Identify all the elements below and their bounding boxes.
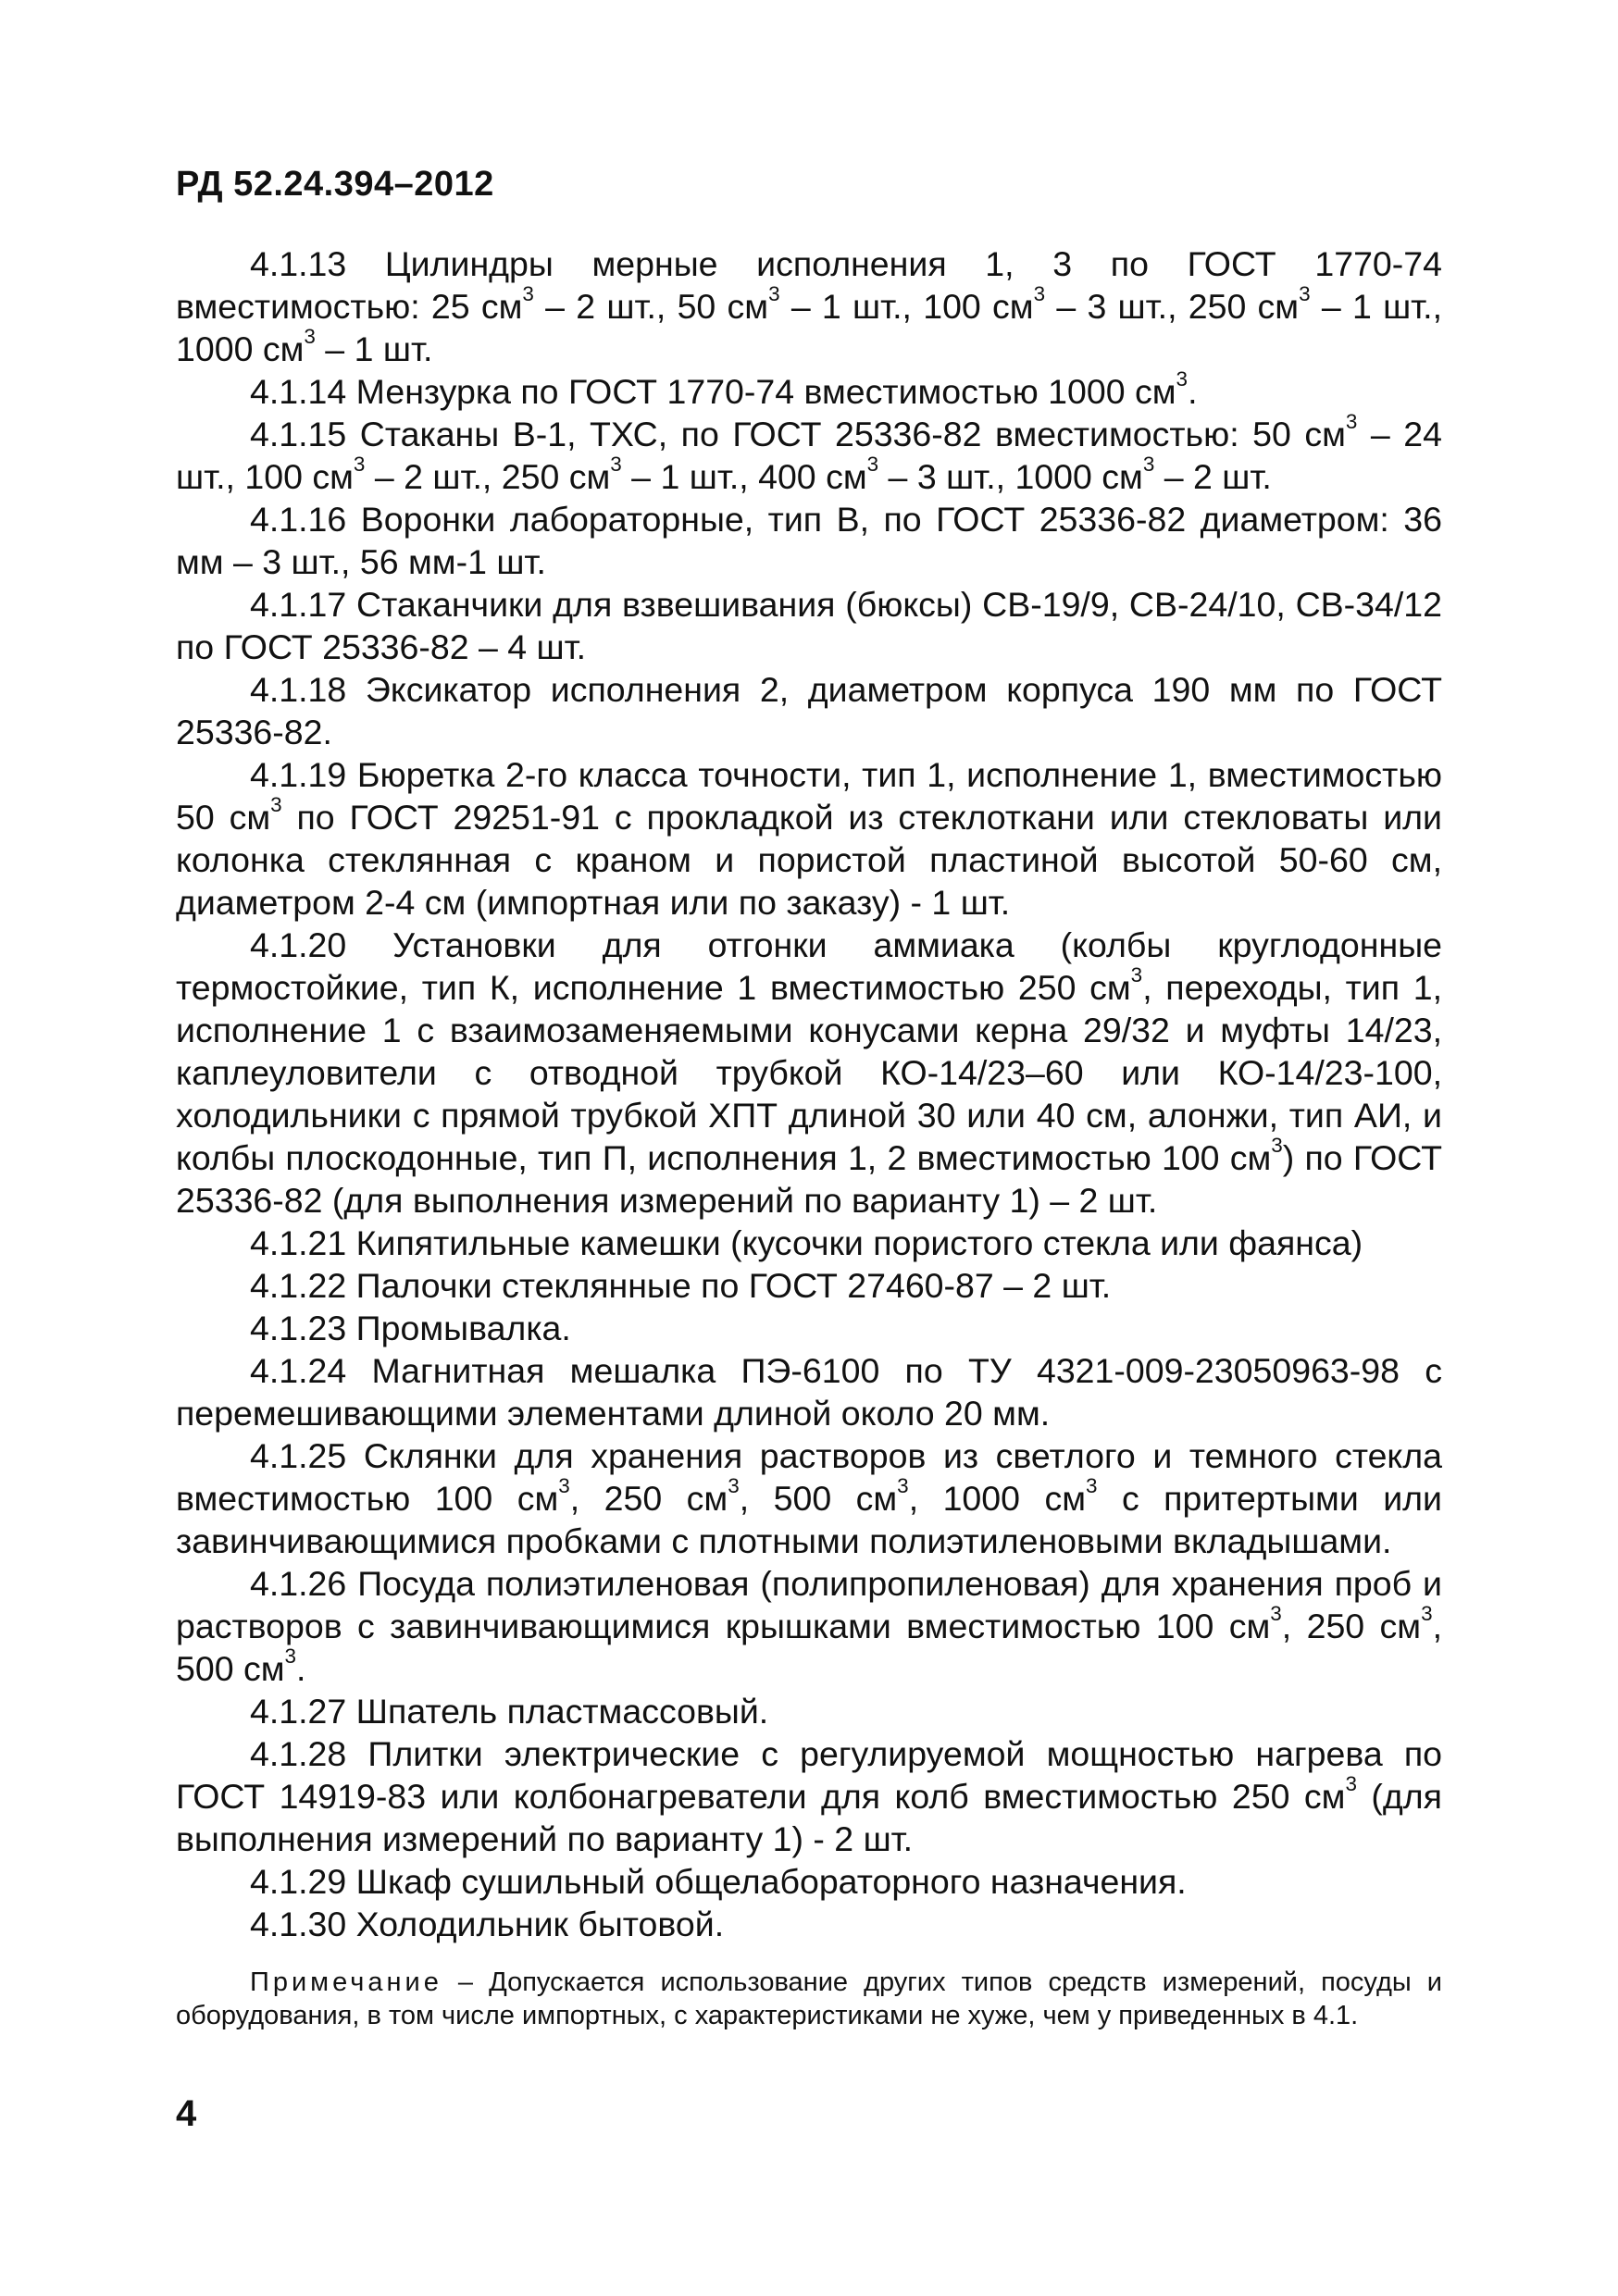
document-body [176, 242, 1442, 2059]
paragraph: 4.1.25 Склянки для хранения растворов из светлого и темного стекла вместимостью 100 $см^3$, 250 $см^3$, 500 $см^3$, 1000 $см^3$ с притертыми или завинчивающимися пробками с плотными полиэтиленовыми вкладышами. [176, 1436, 1443, 1560]
paragraph: 4.1.23 Промывалка. [250, 1309, 571, 1347]
paragraph: 4.1.14 Мензурка по ГОСТ 1770-74 вместимостью 1000 $см^3$. [250, 366, 1198, 411]
note-text: – Допускается использование других типов средств измерений, посуды и оборудования, в том числе импортных, с характеристиками не хуже, чем у приведенных в 4.1. [176, 1967, 1442, 2030]
paragraph: 4.1.17 Стаканчики для взвешивания (бюксы) СВ-19/9, СВ-24/10, СВ-34/12 по ГОСТ 25336-82 – 4 шт. [176, 585, 1442, 666]
note-label: Примечание [250, 1967, 442, 1997]
document-header: РД 52.24.394–2012 [176, 165, 494, 204]
paragraph: 4.1.18 Эксикатор исполнения 2, диаметром корпуса 190 мм по ГОСТ 25336-82. [176, 670, 1442, 751]
page-number: 4 [176, 2093, 197, 2134]
paragraph: 4.1.28 Плитки электрические с регулируемой мощностью нагрева по ГОСТ 14919-83 или колбонагреватели для колб вместимостью 250 $см^3$ (для выполнения измерений по варианту 1) - 2 шт. [176, 1734, 1442, 1858]
paragraph: 4.1.13 Цилиндры мерные исполнения 1, 3 по ГОСТ 1770-74 вместимостью: 25 $см^3 - 2$ шт., 50 $см^3 - 1$ шт., 100 $см^3 - 3$ шт., 250 $см^3 - 1$ шт., 1000 $см^3 - 1$ шт. [176, 244, 1443, 368]
paragraph: 4.1.20 Установки для отгонки аммиака (колбы круглодонные термостойкие, тип К, исполнение 1 вместимостью 250 $см^3$, переходы, тип 1, исполнение 1 с взаимозаменяемыми конусами керна 29/32 и муфты 14/23, каплеуловители с отводной трубкой КО-14/23–60 или КО-14/23-100, холодильники с прямой трубкой ХПТ длиной 30 или 40 см, алонжи, тип АИ, и колбы плоскодонные, тип П, исполнения 1, 2 вместимостью 100 $см^3$) по ГОСТ 25336-82 (для выполнения измерений по варианту 1) – 2 шт. [176, 925, 1443, 1220]
paragraph: 4.1.27 Шпатель пластмассовый. [250, 1692, 769, 1731]
paragraph: 4.1.30 Холодильник бытовой. [250, 1905, 725, 1943]
paragraph: 4.1.24 Магнитная мешалка ПЭ-6100 по ТУ 4321-009-23050963-98 с перемешивающими элементами длиной около 20 мм. [176, 1351, 1442, 1433]
paragraph: 4.1.15 Стаканы В-1, ТХС, по ГОСТ 25336-82 вместимостью: 50 $см^3 - 24$ шт., 100 $см^3 - 2$ шт., 250 $см^3 - 1$ шт., 400 $см^3 - 3$ шт., 1000 $см^3 - 2$ шт. [176, 409, 1442, 496]
paragraph: 4.1.21 Кипятильные камешки (кусочки пористого стекла или фаянса) [250, 1223, 1363, 1262]
paragraph: 4.1.22 Палочки стеклянные по ГОСТ 27460-87 – 2 шт. [250, 1266, 1112, 1305]
paragraph: 4.1.29 Шкаф сушильный общелабораторного назначения. [250, 1862, 1187, 1901]
note [176, 1966, 1442, 2032]
paragraph: 4.1.26 Посуда полиэтиленовая (полипропиленовая) для хранения проб и растворов с завинчивающимися крышками вместимостью 100 $см^3$, 250 $см^3$, 500 $см^3$. [176, 1564, 1443, 1688]
paragraph: 4.1.16 Воронки лабораторные, тип В, по ГОСТ 25336-82 диаметром: 36 мм – 3 шт., 56 мм-1 шт. [176, 500, 1442, 581]
paragraph: 4.1.19 Бюретка 2-го класса точности, тип 1, исполнение 1, вместимостью 50 $см^3$ по ГОСТ 29251-91 с прокладкой из стеклоткани или стекловаты или колонка стеклянная с краном и пористой пластиной высотой 50-60 см, диаметром 2-4 см (импортная или по заказу) - 1 шт. [176, 755, 1442, 922]
